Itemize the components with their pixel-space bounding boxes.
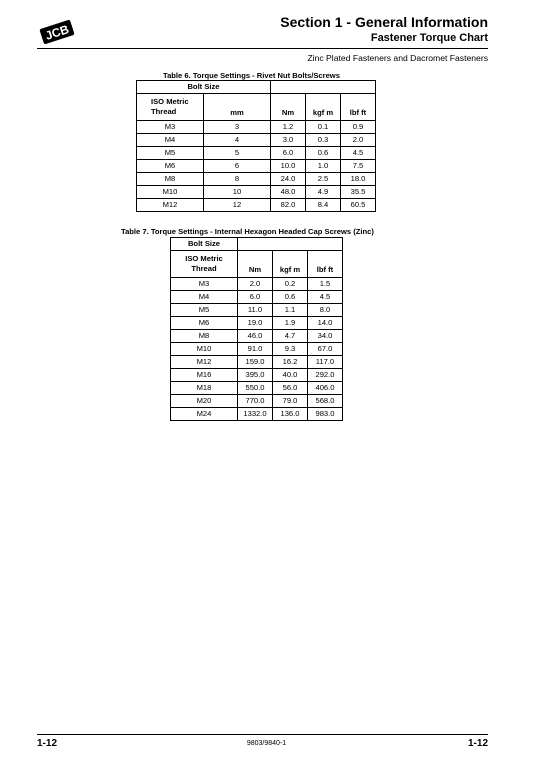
page-number-left: 1-12 (37, 738, 58, 749)
table6-cell-lbfft: 2.0 (341, 134, 376, 147)
table6-row (137, 173, 376, 186)
table7-cell-kgfm: 16.2 (273, 356, 308, 369)
document-number: 9803/9840-1 (246, 740, 287, 747)
table7-header-spacer (238, 238, 343, 251)
table6-cell-thread: M12 (137, 199, 204, 212)
table6-cell-kgfm: 0.1 (306, 121, 341, 134)
table6-cell-kgfm: 2.5 (306, 173, 341, 186)
table6-cell-thread: M5 (137, 147, 204, 160)
table7-cell-thread: M4 (171, 291, 238, 304)
table7-caption: Table 7. Torque Settings - Internal Hexagon Headed Cap Screws (Zinc) (121, 227, 374, 236)
table7-row (171, 356, 343, 369)
table6-header-spacer (271, 81, 376, 94)
section-title: Section 1 - General Information (280, 14, 488, 30)
table6-cell-nm: 3.0 (271, 134, 306, 147)
table6-cell-mm: 10 (204, 186, 271, 199)
table7-cell-nm: 395.0 (238, 369, 273, 382)
table7-cell-thread: M8 (171, 330, 238, 343)
table7-cell-nm: 19.0 (238, 317, 273, 330)
table7-cell-kgfm: 79.0 (273, 395, 308, 408)
table6-cell-kgfm: 1.0 (306, 160, 341, 173)
table6 (136, 80, 376, 212)
table7-row (171, 330, 343, 343)
table6-row (137, 199, 376, 212)
table6-row (137, 160, 376, 173)
table6-header-row (137, 81, 376, 94)
table6-cell-nm: 82.0 (271, 199, 306, 212)
table6-column-header-row (137, 94, 376, 121)
table7-cell-lbfft: 292.0 (308, 369, 343, 382)
table6-cell-mm: 5 (204, 147, 271, 160)
table7-row (171, 395, 343, 408)
table6-cell-lbfft: 18.0 (341, 173, 376, 186)
table7-cell-nm: 91.0 (238, 343, 273, 356)
table6-col-kgfm: kgf m (306, 94, 341, 121)
table7-cell-lbfft: 8.0 (308, 304, 343, 317)
table6-cell-thread: M6 (137, 160, 204, 173)
table6-cell-lbfft: 60.5 (341, 199, 376, 212)
table7-cell-thread: M12 (171, 356, 238, 369)
table7-col-kgfm: kgf m (273, 251, 308, 278)
page-number-right: 1-12 (467, 738, 488, 749)
table6-cell-kgfm: 0.3 (306, 134, 341, 147)
table6-cell-nm: 6.0 (271, 147, 306, 160)
table7-cell-kgfm: 136.0 (273, 408, 308, 421)
table7-col-nm: Nm (238, 251, 273, 278)
table6-row (137, 147, 376, 160)
table7-cell-nm: 770.0 (238, 395, 273, 408)
table6-group-header: Bolt Size (137, 81, 271, 94)
table7-col-lbfft: lbf ft (308, 251, 343, 278)
table6-cell-thread: M4 (137, 134, 204, 147)
table6-cell-lbfft: 7.5 (341, 160, 376, 173)
table6-cell-nm: 48.0 (271, 186, 306, 199)
table7-cell-lbfft: 4.5 (308, 291, 343, 304)
table7-col-thread: ISO Metric Thread (171, 251, 238, 278)
table7-cell-nm: 1332.0 (238, 408, 273, 421)
table7-row (171, 408, 343, 421)
chart-title: Fastener Torque Chart (370, 32, 488, 44)
table6-col-lbfft: lbf ft (341, 94, 376, 121)
header-divider (37, 48, 488, 49)
table7-cell-nm: 46.0 (238, 330, 273, 343)
table6-cell-nm: 1.2 (271, 121, 306, 134)
table7-cell-nm: 11.0 (238, 304, 273, 317)
table6-col-mm: mm (204, 94, 271, 121)
table7-cell-thread: M3 (171, 278, 238, 291)
table6-cell-mm: 4 (204, 134, 271, 147)
footer-divider (37, 734, 488, 735)
table7-cell-thread: M16 (171, 369, 238, 382)
table7-column-header-row (171, 251, 343, 278)
table7-cell-lbfft: 14.0 (308, 317, 343, 330)
table7-cell-thread: M24 (171, 408, 238, 421)
table6-caption: Table 6. Torque Settings - Rivet Nut Bolts/Screws (163, 71, 340, 80)
table6-cell-mm: 8 (204, 173, 271, 186)
table6-row (137, 186, 376, 199)
table7-cell-kgfm: 9.3 (273, 343, 308, 356)
table7-cell-kgfm: 0.2 (273, 278, 308, 291)
table7-cell-kgfm: 1.9 (273, 317, 308, 330)
table6-cell-mm: 6 (204, 160, 271, 173)
table7-header-row (171, 238, 343, 251)
table6-cell-mm: 12 (204, 199, 271, 212)
table7-row (171, 343, 343, 356)
table7-cell-kgfm: 56.0 (273, 382, 308, 395)
table6-col-thread: ISO Metric Thread (137, 94, 204, 121)
table6-col-nm: Nm (271, 94, 306, 121)
table7-cell-lbfft: 1.5 (308, 278, 343, 291)
table6-cell-kgfm: 4.9 (306, 186, 341, 199)
table7-cell-thread: M10 (171, 343, 238, 356)
table7-group-header: Bolt Size (171, 238, 238, 251)
table7-row (171, 304, 343, 317)
table7-cell-lbfft: 67.0 (308, 343, 343, 356)
table7-cell-thread: M20 (171, 395, 238, 408)
table6-cell-kgfm: 0.6 (306, 147, 341, 160)
table6-cell-kgfm: 8.4 (306, 199, 341, 212)
table7-cell-kgfm: 40.0 (273, 369, 308, 382)
table7-cell-nm: 159.0 (238, 356, 273, 369)
table7-row (171, 317, 343, 330)
table6-cell-mm: 3 (204, 121, 271, 134)
svg-text:JCB: JCB (43, 22, 71, 43)
table6-cell-lbfft: 35.5 (341, 186, 376, 199)
table6-cell-lbfft: 4.5 (341, 147, 376, 160)
table6-cell-thread: M8 (137, 173, 204, 186)
table7-cell-nm: 6.0 (238, 291, 273, 304)
table6-cell-thread: M10 (137, 186, 204, 199)
table6-cell-nm: 10.0 (271, 160, 306, 173)
table7-cell-lbfft: 34.0 (308, 330, 343, 343)
table7-cell-lbfft: 983.0 (308, 408, 343, 421)
table7-row (171, 278, 343, 291)
page-description: Zinc Plated Fasteners and Dacromet Fasteners (307, 53, 488, 63)
table7-cell-nm: 2.0 (238, 278, 273, 291)
table7-cell-kgfm: 0.6 (273, 291, 308, 304)
table6-row (137, 121, 376, 134)
table7-cell-thread: M6 (171, 317, 238, 330)
table7-cell-lbfft: 406.0 (308, 382, 343, 395)
table7-row (171, 369, 343, 382)
table6-cell-thread: M3 (137, 121, 204, 134)
table7-cell-kgfm: 4.7 (273, 330, 308, 343)
table7-row (171, 382, 343, 395)
table7-cell-thread: M18 (171, 382, 238, 395)
table7 (170, 237, 343, 421)
table6-cell-nm: 24.0 (271, 173, 306, 186)
table7-cell-nm: 550.0 (238, 382, 273, 395)
table7-cell-lbfft: 568.0 (308, 395, 343, 408)
jcb-logo (38, 20, 76, 49)
table6-cell-lbfft: 0.9 (341, 121, 376, 134)
table7-row (171, 291, 343, 304)
table6-row (137, 134, 376, 147)
table7-cell-thread: M5 (171, 304, 238, 317)
table7-cell-kgfm: 1.1 (273, 304, 308, 317)
table7-cell-lbfft: 117.0 (308, 356, 343, 369)
